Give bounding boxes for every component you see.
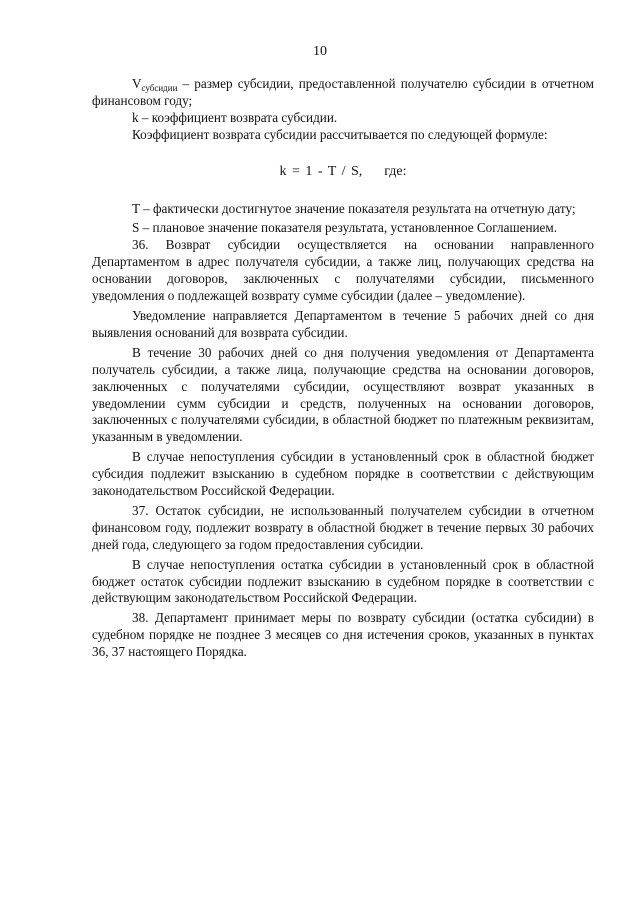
- formula-line: [92, 164, 594, 181]
- formula-intro-paragraph: Коэффициент возврата субсидии рассчитывается по следующей формуле:: [132, 126, 548, 142]
- clause-37-paragraph: 37. Остаток субсидии, не использованный получателем субсидии в отчетном финансовом году, подлежит возврату в областной бюджет в течение первых 30 рабочих дней года, следующего за годом предоставления субсидии.: [92, 502, 594, 552]
- non-receipt-subsidy-paragraph: В случае непоступления субсидии в установленный срок в областной бюджет субсидия подлежит взысканию в судебном порядке в соответствии с действующим законодательством Российской Федерации.: [92, 449, 594, 499]
- v-definition-paragraph: [92, 76, 594, 110]
- v-subscript: субсидии: [141, 83, 178, 93]
- clause-36-paragraph: 36. Возврат субсидии осуществляется на основании направленного Департаментом в адрес получателя субсидии, а также лиц, получающих средства на основании договоров, заключенных с получателями субсидии, письменного уведомления о подлежащей возврату сумме субсидии (далее – уведомление).: [92, 237, 594, 304]
- v-definition-text: – размер субсидии, предоставленной получателю субсидии в отчетном финансовом году;: [92, 76, 594, 108]
- page-number: 10: [313, 44, 327, 59]
- document-body: [92, 76, 594, 661]
- v-symbol: V: [132, 76, 142, 91]
- notice-paragraph: Уведомление направляется Департаментом в течение 5 рабочих дней со дня выявления оснований для возврата субсидии.: [92, 307, 594, 340]
- k-definition-paragraph: k – коэффициент возврата субсидии.: [132, 109, 338, 125]
- formula-expression: k = 1 - T / S,: [279, 163, 363, 179]
- formula-where: где:: [384, 163, 407, 179]
- s-definition-paragraph: S – плановое значение показателя результата, установленное Соглашением.: [132, 220, 558, 236]
- t-definition-paragraph: T – фактически достигнутое значение показателя результата на отчетную дату;: [132, 200, 576, 216]
- non-receipt-balance-paragraph: В случае непоступления остатка субсидии в установленный срок в областной бюджет остаток субсидии подлежит взысканию в судебном порядке в соответствии с действующим законодательством Российской Федерации.: [92, 556, 594, 606]
- thirty-days-paragraph: В течение 30 рабочих дней со дня получения уведомления от Департамента получатель субсидии, а также лица, получающие средства на основании договоров, заключенных с получателями субсидии, осуществляют возврат указанных в уведомлении сумм субсидии и средств, полученных на основании договоров, заключенных с получателями субсидии, в областной бюджет по платежным реквизитам, указанным в уведомлении.: [92, 344, 594, 445]
- clause-38-paragraph: 38. Департамент принимает меры по возврату субсидии (остатка субсидии) в судебном порядке не позднее 3 месяцев со дня истечения сроков, указанных в пунктах 36, 37 настоящего Порядка.: [92, 610, 594, 660]
